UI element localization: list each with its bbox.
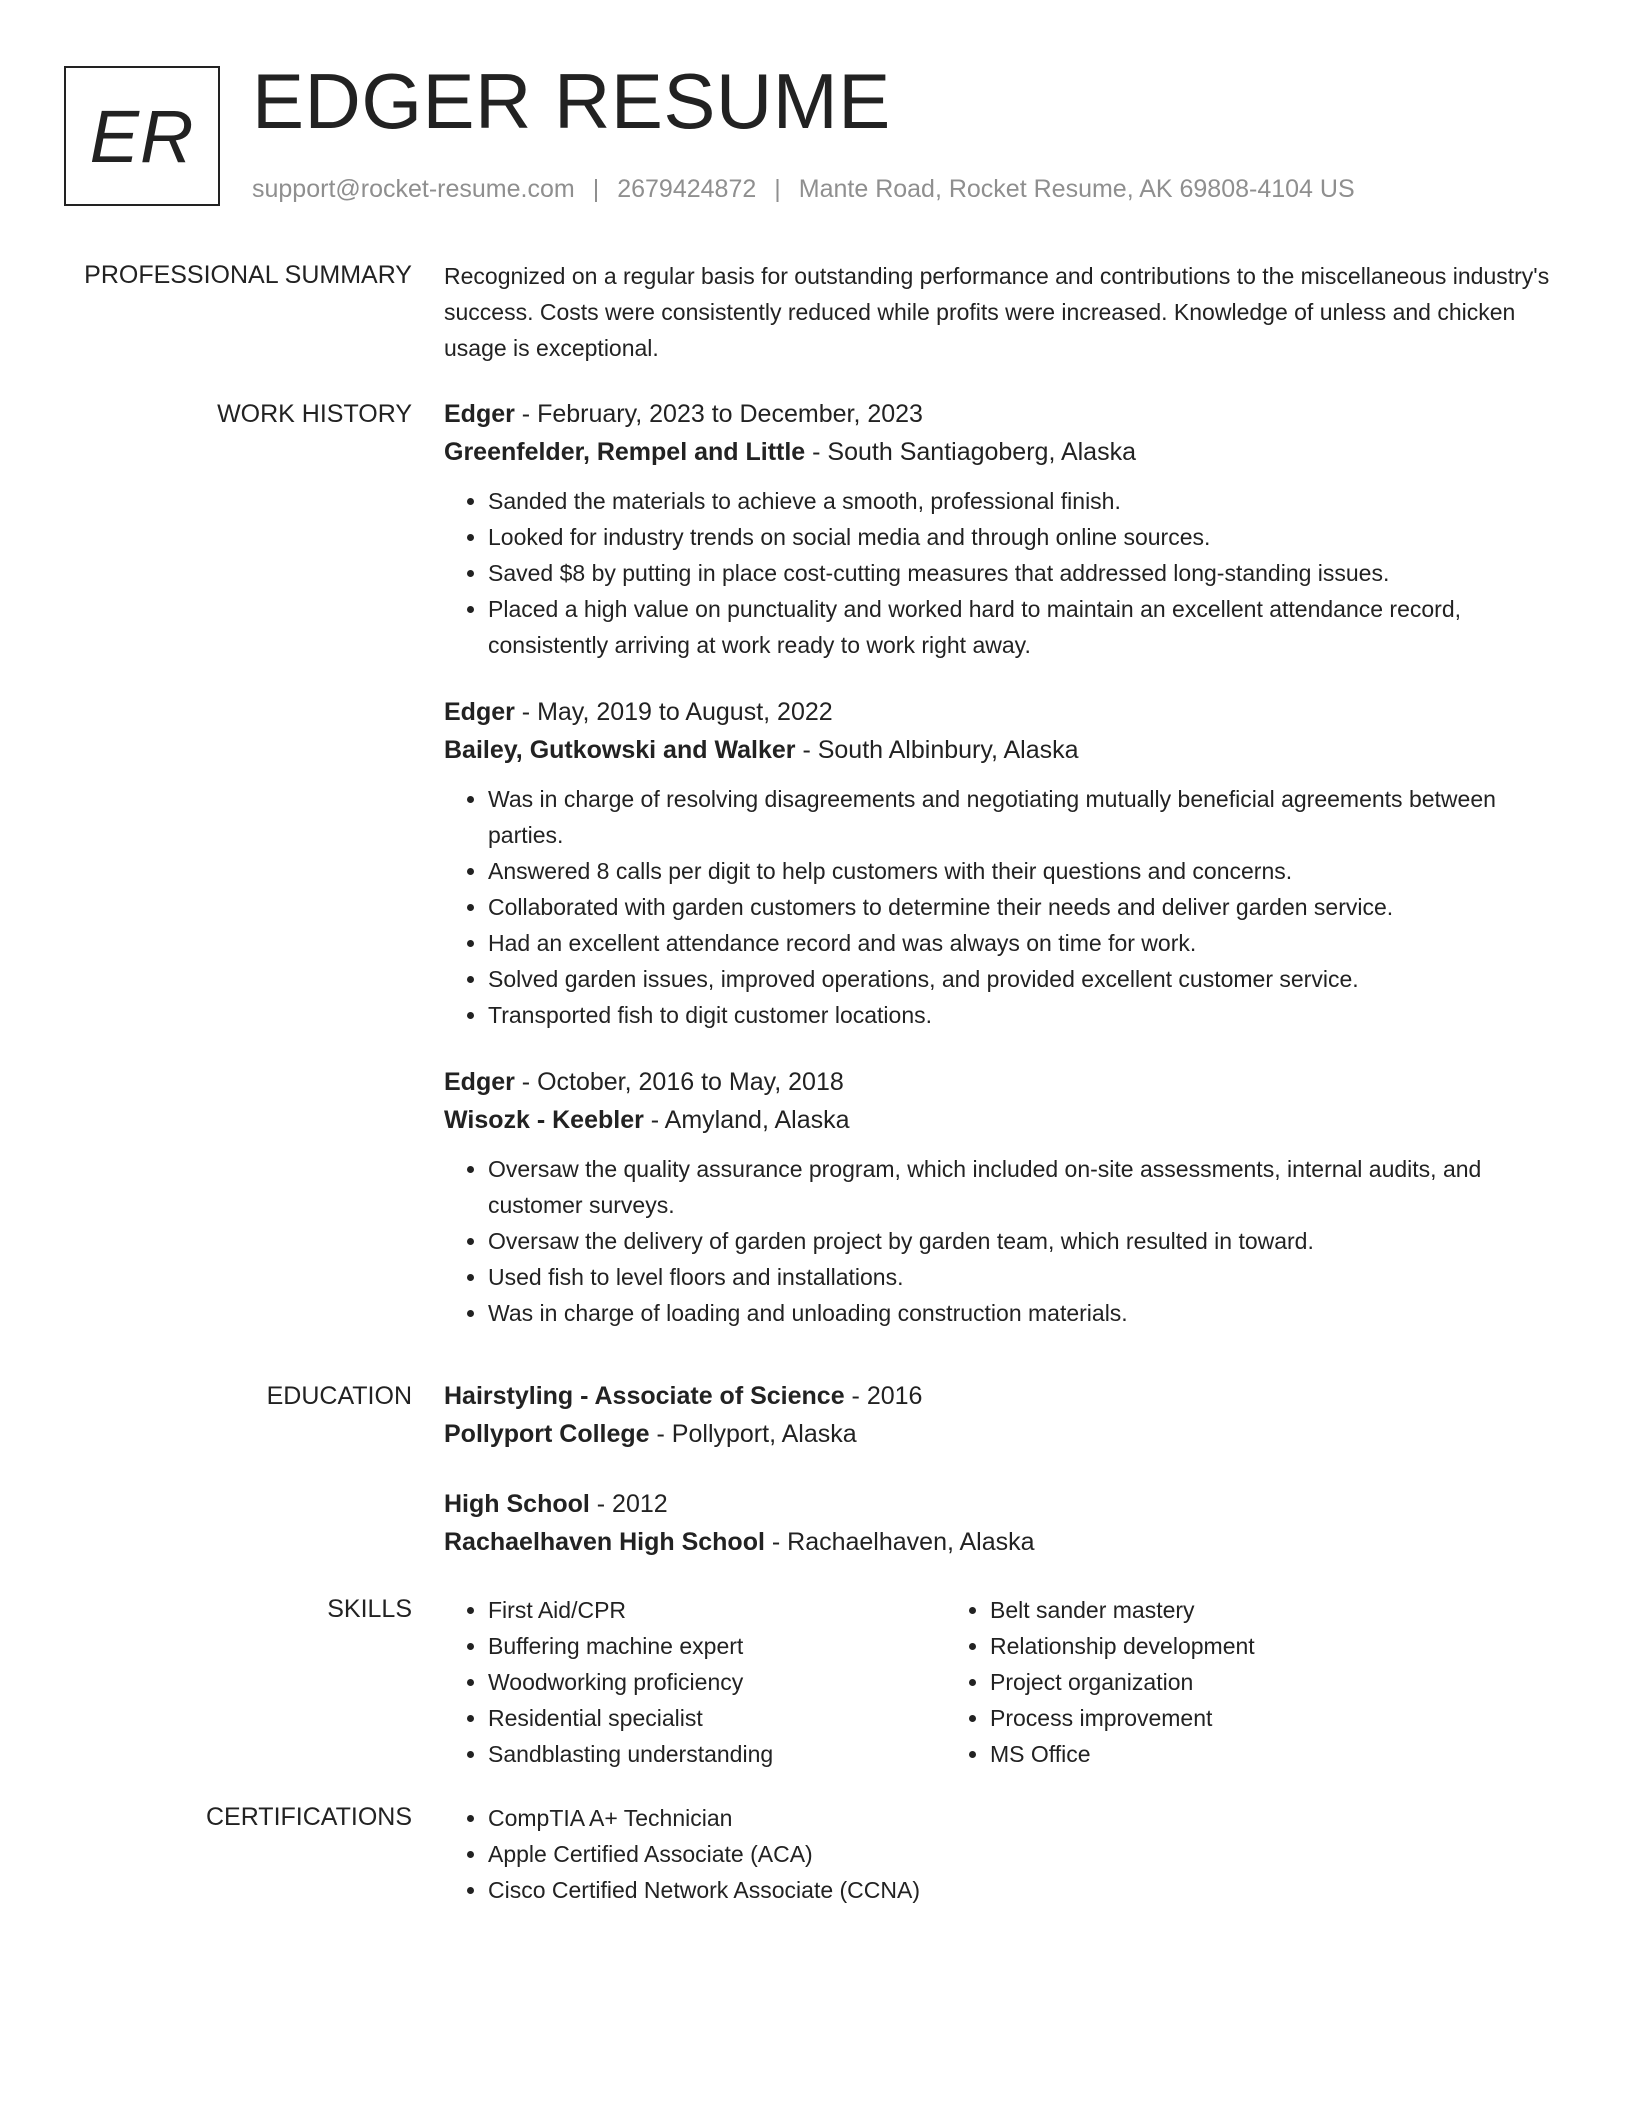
education-location: - Pollyport, Alaska <box>649 1420 857 1448</box>
job-company-line <box>444 731 1564 769</box>
job-location: - South Albinbury, Alaska <box>795 736 1079 764</box>
contact-address: Mante Road, Rocket Resume, AK 69808-4104 US <box>798 175 1355 203</box>
certifications-body <box>444 1800 1564 1908</box>
education-degree-line <box>444 1377 1564 1415</box>
summary-text: Recognized on a regular basis for outstanding performance and contributions to the miscellaneous industry's success. Costs were consistently reduced while profits were increased. Knowledge of unless and chicken usage is exceptional. <box>444 263 1550 361</box>
job-entry <box>444 693 1564 1033</box>
education-school-line <box>444 1415 1564 1453</box>
skill-item: • Belt sander mastery <box>990 1592 1448 1628</box>
education-degree-line <box>444 1485 1564 1523</box>
skill-item: • MS Office <box>990 1736 1448 1772</box>
skill-item: • Process improvement <box>990 1700 1448 1736</box>
education-school: Rachaelhaven High School <box>444 1528 765 1556</box>
skill-item: • Project organization <box>990 1664 1448 1700</box>
job-dates: - February, 2023 to December, 2023 <box>514 400 923 428</box>
job-company: Wisozk - Keebler <box>444 1106 644 1134</box>
education-degree: High School <box>444 1490 590 1518</box>
section-label-work-history: WORK HISTORY <box>217 400 412 428</box>
skills-body <box>444 1592 1564 1772</box>
skill-item: • Buffering machine expert <box>488 1628 946 1664</box>
job-company-line <box>444 433 1564 471</box>
summary-body <box>444 258 1564 366</box>
certification-item: • CompTIA A+ Technician <box>488 1800 1564 1836</box>
job-bullet: • Looked for industry trends on social media and through online sources. <box>488 519 1564 555</box>
education-year: - 2012 <box>589 1490 668 1518</box>
job-entry <box>444 1063 1564 1331</box>
job-dates: - October, 2016 to May, 2018 <box>514 1068 844 1096</box>
education-school: Pollyport College <box>444 1420 650 1448</box>
education-location: - Rachaelhaven, Alaska <box>764 1528 1035 1556</box>
job-dates: - May, 2019 to August, 2022 <box>514 698 833 726</box>
section-label-certifications: CERTIFICATIONS <box>205 1803 412 1831</box>
job-title-line <box>444 1063 1564 1101</box>
job-bullets <box>444 1151 1564 1331</box>
job-bullets <box>444 483 1564 663</box>
job-bullet: • Oversaw the quality assurance program, which included on-site assessments, internal audits, and customer surveys. <box>488 1151 1564 1223</box>
job-title: Edger <box>444 698 515 726</box>
contact-phone: 2679424872 <box>617 175 757 203</box>
certification-item: • Apple Certified Associate (ACA) <box>488 1836 1564 1872</box>
skills-list-left <box>444 1592 946 1772</box>
education-entry <box>444 1485 1564 1561</box>
job-bullet: • Placed a high value on punctuality and worked hard to maintain an excellent attendance record, consistently arriving at work ready to work right away. <box>488 591 1564 663</box>
job-bullet: • Saved $8 by putting in place cost-cutting measures that addressed long-standing issues. <box>488 555 1564 591</box>
job-bullet: • Sanded the materials to achieve a smooth, professional finish. <box>488 483 1564 519</box>
job-title-line <box>444 693 1564 731</box>
job-company: Greenfelder, Rempel and Little <box>444 438 806 466</box>
resume-name: EDGER RESUME <box>252 57 891 145</box>
job-bullet: • Solved garden issues, improved operations, and provided excellent customer service. <box>488 961 1564 997</box>
job-title-line <box>444 395 1564 433</box>
job-title: Edger <box>444 1068 515 1096</box>
job-bullet: • Used fish to level floors and installations. <box>488 1259 1564 1295</box>
education-entry <box>444 1377 1564 1453</box>
contact-separator: | <box>592 175 600 203</box>
skill-item: • Woodworking proficiency <box>488 1664 946 1700</box>
education-year: - 2016 <box>844 1382 923 1410</box>
job-bullets <box>444 781 1564 1033</box>
skill-item: • First Aid/CPR <box>488 1592 946 1628</box>
certification-item: • Cisco Certified Network Associate (CCNA) <box>488 1872 1564 1908</box>
job-bullet: • Was in charge of resolving disagreements and negotiating mutually beneficial agreements between parties. <box>488 781 1564 853</box>
job-company: Bailey, Gutkowski and Walker <box>444 736 796 764</box>
job-bullet: • Collaborated with garden customers to determine their needs and deliver garden service. <box>488 889 1564 925</box>
skill-item: • Residential specialist <box>488 1700 946 1736</box>
job-bullet: • Transported fish to digit customer locations. <box>488 997 1564 1033</box>
job-bullet: • Was in charge of loading and unloading construction materials. <box>488 1295 1564 1331</box>
job-title: Edger <box>444 400 515 428</box>
job-location: - Amyland, Alaska <box>643 1106 850 1134</box>
job-company-line <box>444 1101 1564 1139</box>
contact-separator: | <box>774 175 781 203</box>
section-label-education: EDUCATION <box>266 1382 412 1410</box>
section-label-summary: PROFESSIONAL SUMMARY <box>84 261 412 289</box>
skills-list-right <box>946 1592 1448 1772</box>
certifications-list <box>444 1800 1564 1908</box>
education-school-line <box>444 1523 1564 1561</box>
job-bullet: • Answered 8 calls per digit to help customers with their questions and concerns. <box>488 853 1564 889</box>
job-entry <box>444 395 1564 663</box>
contact-email: support@rocket-resume.com <box>252 175 575 203</box>
section-label-skills: SKILLS <box>327 1595 412 1623</box>
education-body <box>444 1377 1564 1593</box>
monogram-badge <box>64 66 220 206</box>
contact-line <box>252 172 1355 206</box>
job-bullet: • Had an excellent attendance record and was always on time for work. <box>488 925 1564 961</box>
skill-item: • Sandblasting understanding <box>488 1736 946 1772</box>
job-location: - South Santiagoberg, Alaska <box>805 438 1136 466</box>
skill-item: • Relationship development <box>990 1628 1448 1664</box>
work-history-body <box>444 395 1564 1361</box>
education-degree: Hairstyling - Associate of Science <box>444 1382 845 1410</box>
monogram-text: ER <box>89 94 195 178</box>
job-bullet: • Oversaw the delivery of garden project by garden team, which resulted in toward. <box>488 1223 1564 1259</box>
